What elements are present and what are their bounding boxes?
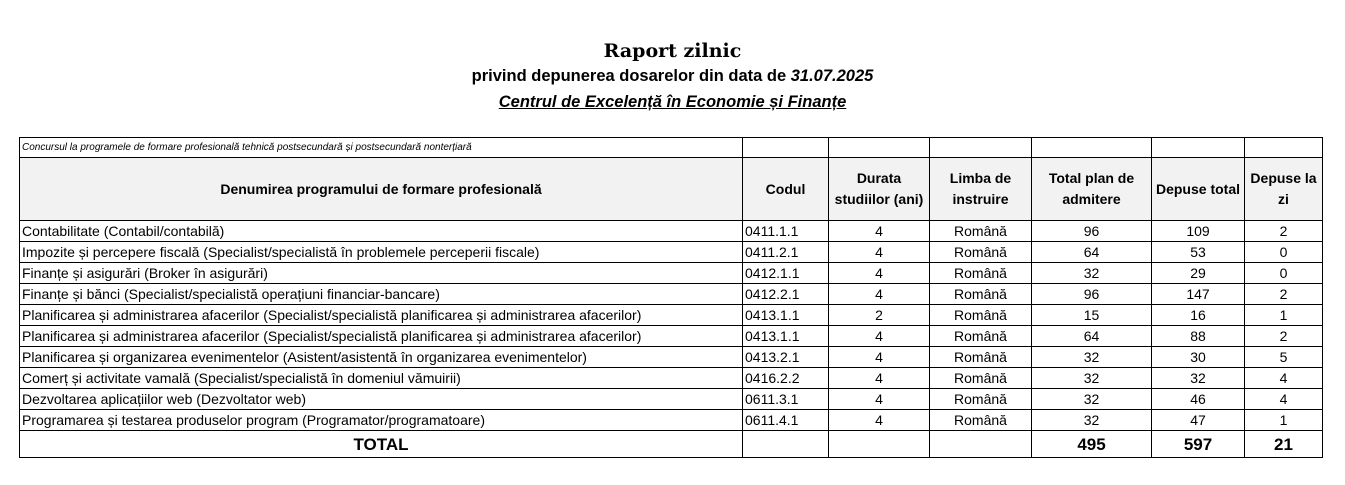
language-cell: Română: [930, 368, 1032, 389]
program-name-cell: Programarea și testarea produselor program (Programator/programatoare): [20, 410, 743, 431]
filed-total-cell: 47: [1152, 410, 1245, 431]
plan-cell: 32: [1032, 347, 1152, 368]
subtitle-prefix: privind depunerea dosarelor din data de: [471, 67, 787, 85]
total-empty-code: [743, 431, 829, 458]
program-name-cell: Impozite și percepere fiscală (Specialist/specialistă în problemele perceperii fiscale): [20, 242, 743, 263]
program-code-cell: 0611.3.1: [743, 389, 829, 410]
plan-cell: 32: [1032, 263, 1152, 284]
filed-total-cell: 147: [1152, 284, 1245, 305]
table-row: [20, 326, 1323, 347]
language-cell: Română: [930, 326, 1032, 347]
filed-total-cell: 88: [1152, 326, 1245, 347]
language-cell: Română: [930, 305, 1032, 326]
total-filed-today: 21: [1245, 431, 1323, 458]
total-row: [20, 431, 1323, 458]
program-name-cell: Planificarea și organizarea evenimentelor (Asistent/asistentă în organizarea evenimentelor): [20, 347, 743, 368]
duration-cell: 4: [829, 326, 930, 347]
duration-cell: 2: [829, 305, 930, 326]
program-code-cell: 0611.4.1: [743, 410, 829, 431]
institution-title: [0, 93, 1345, 112]
table-row: [20, 242, 1323, 263]
table-row: [20, 368, 1323, 389]
program-name-cell: Contabilitate (Contabil/contabilă): [20, 221, 743, 242]
program-name-cell: Finanțe și asigurări (Broker în asigurări): [20, 263, 743, 284]
table-row: [20, 389, 1323, 410]
program-name-cell: Planificarea și administrarea afacerilor (Specialist/specialistă planificarea și administrarea afacerilor): [20, 326, 743, 347]
program-code-cell: 0411.1.1: [743, 221, 829, 242]
filed-today-cell: 5: [1245, 347, 1323, 368]
filed-total-cell: 109: [1152, 221, 1245, 242]
table-row: [20, 410, 1323, 431]
table-row: [20, 305, 1323, 326]
report-subtitle: [0, 67, 1345, 86]
column-header-code: Codul: [743, 158, 829, 221]
program-name-cell: Finanțe și bănci (Specialist/specialistă operațiuni financiar-bancare): [20, 284, 743, 305]
total-filed-total: 597: [1152, 431, 1245, 458]
program-code-cell: 0413.1.1: [743, 326, 829, 347]
program-code-cell: 0413.2.1: [743, 347, 829, 368]
program-code-cell: 0412.1.1: [743, 263, 829, 284]
duration-cell: 4: [829, 368, 930, 389]
filed-today-cell: 0: [1245, 242, 1323, 263]
program-code-cell: 0412.2.1: [743, 284, 829, 305]
language-cell: Română: [930, 221, 1032, 242]
caption-row: [20, 138, 1323, 158]
program-code-cell: 0413.1.1: [743, 305, 829, 326]
plan-cell: 32: [1032, 389, 1152, 410]
duration-cell: 4: [829, 263, 930, 284]
duration-cell: 4: [829, 389, 930, 410]
column-header-language: Limba de instruire: [930, 158, 1032, 221]
column-header-filed-total: Depuse total: [1152, 158, 1245, 221]
filed-total-cell: 29: [1152, 263, 1245, 284]
program-name-cell: Comerț și activitate vamală (Specialist/specialistă în domeniul vămuirii): [20, 368, 743, 389]
total-label: TOTAL: [20, 431, 743, 458]
program-name-cell: Planificarea și administrarea afacerilor (Specialist/specialistă planificarea și administrarea afacerilor): [20, 305, 743, 326]
duration-cell: 4: [829, 221, 930, 242]
table-row: [20, 221, 1323, 242]
table-caption: Concursul la programele de formare profesională tehnică postsecundară și postsecundară nonterțiară: [20, 138, 743, 158]
duration-cell: 4: [829, 284, 930, 305]
filed-total-cell: 53: [1152, 242, 1245, 263]
program-code-cell: 0411.2.1: [743, 242, 829, 263]
filed-today-cell: 4: [1245, 368, 1323, 389]
duration-cell: 4: [829, 347, 930, 368]
column-header-plan: Total plan de admitere: [1032, 158, 1152, 221]
column-header-duration: Durata studiilor (ani): [829, 158, 930, 221]
plan-cell: 64: [1032, 242, 1152, 263]
plan-cell: 32: [1032, 410, 1152, 431]
report-date: 31.07.2025: [790, 67, 874, 85]
filed-today-cell: 2: [1245, 326, 1323, 347]
language-cell: Română: [930, 347, 1032, 368]
plan-cell: 96: [1032, 221, 1152, 242]
plan-cell: 15: [1032, 305, 1152, 326]
filed-today-cell: 1: [1245, 410, 1323, 431]
total-empty-duration: [829, 431, 930, 458]
plan-cell: 32: [1032, 368, 1152, 389]
filed-today-cell: 2: [1245, 221, 1323, 242]
filed-today-cell: 4: [1245, 389, 1323, 410]
program-code-cell: 0416.2.2: [743, 368, 829, 389]
duration-cell: 4: [829, 242, 930, 263]
total-plan: 495: [1032, 431, 1152, 458]
filed-total-cell: 32: [1152, 368, 1245, 389]
language-cell: Română: [930, 263, 1032, 284]
table-row: [20, 347, 1323, 368]
institution-name: Centrul de Excelență în Economie și Finanțe: [498, 93, 847, 111]
column-header-filed-today: Depuse la zi: [1245, 158, 1323, 221]
table-row: [20, 284, 1323, 305]
program-name-cell: Dezvoltarea aplicațiilor web (Dezvoltator web): [20, 389, 743, 410]
language-cell: Română: [930, 242, 1032, 263]
plan-cell: 96: [1032, 284, 1152, 305]
duration-cell: 4: [829, 410, 930, 431]
header-row: [20, 158, 1323, 221]
total-empty-language: [930, 431, 1032, 458]
filed-total-cell: 30: [1152, 347, 1245, 368]
table-row: [20, 263, 1323, 284]
filed-today-cell: 1: [1245, 305, 1323, 326]
filed-total-cell: 46: [1152, 389, 1245, 410]
language-cell: Română: [930, 410, 1032, 431]
plan-cell: 64: [1032, 326, 1152, 347]
report-title: Raport zilnic: [603, 40, 742, 62]
language-cell: Română: [930, 389, 1032, 410]
column-header-name: Denumirea programului de formare profesională: [20, 158, 743, 221]
filed-total-cell: 16: [1152, 305, 1245, 326]
filed-today-cell: 2: [1245, 284, 1323, 305]
admissions-table: [19, 137, 1323, 458]
language-cell: Română: [930, 284, 1032, 305]
filed-today-cell: 0: [1245, 263, 1323, 284]
